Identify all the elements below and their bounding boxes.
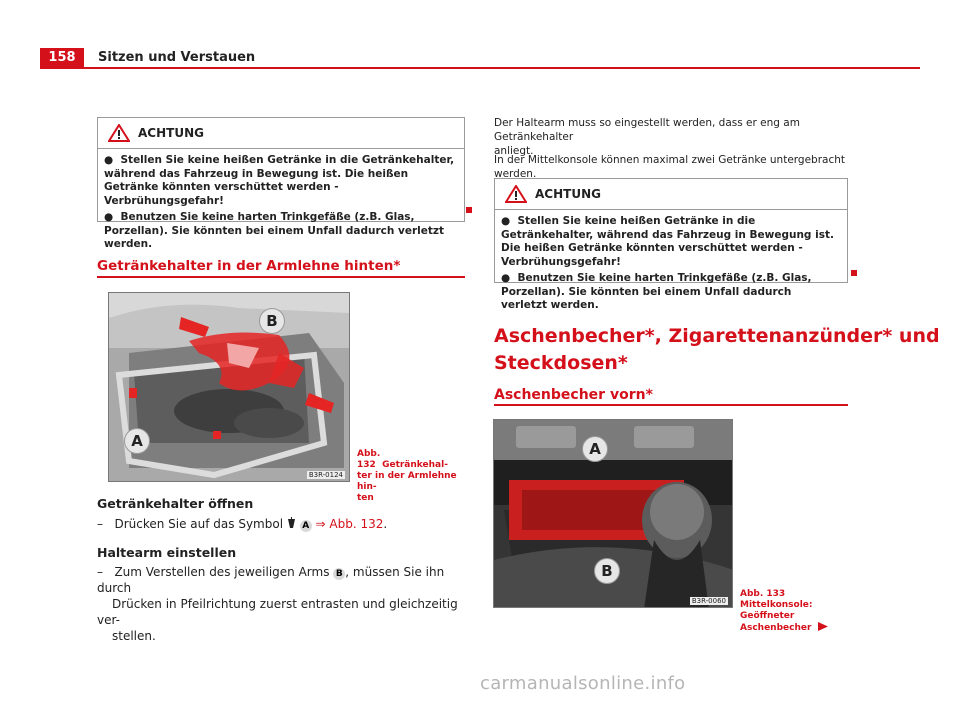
paragraph-mittelkonsole: In der Mittelkonsole können maximal zwei Getränke untergebracht werden. [494, 154, 845, 180]
open-heading: Getränkehalter öffnen [97, 496, 254, 511]
warning-triangle-icon [505, 185, 527, 203]
end-square-icon [851, 270, 857, 276]
open-step: – Drücken Sie auf das Symbol A ⇒ Abb. 132. [97, 517, 388, 531]
adjust-heading: Haltearm einstellen [97, 545, 237, 560]
figure-label-a: A [582, 436, 608, 462]
paragraph-haltearm: Der Haltearm muss so eingestellt werden, dass er eng am Getränkehalter anliegt. [494, 117, 800, 157]
footer-watermark: carmanualsonline.info [480, 673, 686, 694]
warning-item: ● Stellen Sie keine heißen Getränke in die Getränkehalter, während das Fahrzeug in Bewegung ist. Die heißen Getränke könnten verschüttet werden - Verbrühungsgefahr! [501, 215, 834, 268]
figure-label-b: B [259, 308, 285, 334]
warning-body [495, 210, 847, 320]
header-rule [40, 67, 920, 69]
figure-label-a: A [124, 428, 150, 454]
subsection-title: Aschenbecher vorn* [494, 387, 653, 403]
figure-132-image [108, 292, 350, 482]
figure-133-image [493, 419, 733, 608]
armrest-cupholder-illustration [109, 293, 350, 482]
warning-header [98, 118, 464, 148]
ref-badge-b: B [333, 568, 345, 580]
chapter-title: Sitzen und Verstauen [98, 50, 256, 65]
section-rule [97, 276, 465, 278]
adjust-step: – Zum Verstellen des jeweiligen Arms B , müssen Sie ihn durch Drücken in Pfeilrichtung zuerst entrasten und gleichzeitig ver- stellen. [97, 565, 458, 643]
warning-triangle-icon [108, 124, 130, 142]
warning-box-right [494, 178, 848, 311]
end-square-icon [466, 207, 472, 213]
warning-label: ACHTUNG [535, 187, 601, 201]
subsection-rule [494, 404, 848, 406]
warning-label: ACHTUNG [138, 126, 204, 140]
figure-133-caption: Abb. 133 Mittelkonsole: Geöffneter Aschenbecher [740, 589, 860, 634]
warning-box-left [97, 117, 465, 250]
cup-symbol-icon [287, 517, 296, 529]
warning-item: ● Benutzen Sie keine harten Trinkgefäße (z.B. Glas, Porzellan). Sie könnten bei einem Unfall dadurch verletzt werden. [104, 211, 445, 250]
figure-code: B3R-0060 [691, 597, 726, 605]
figure-code: B3R-0124 [308, 471, 343, 479]
figure-xref[interactable]: ⇒ Abb. 132 [315, 517, 384, 531]
warning-item: ● Stellen Sie keine heißen Getränke in die Getränkehalter, während das Fahrzeug in Bewegung ist. Die heißen Getränke könnten verschüttet werden - Verbrühungsgefahr! [104, 154, 455, 207]
warning-body [98, 149, 464, 259]
figure-label-b: B [594, 558, 620, 584]
warning-item: ● Benutzen Sie keine harten Trinkgefäße (z.B. Glas, Porzellan). Sie könnten bei einem Unfall dadurch verletzt werden. [501, 272, 812, 311]
figure-132-caption: Abb. 132 Getränkehal- ter in der Armlehne hin- ten [357, 449, 457, 503]
continue-arrow-icon [818, 622, 828, 631]
ref-badge-a: A [300, 520, 312, 532]
section-title: Getränkehalter in der Armlehne hinten* [97, 258, 401, 274]
warning-header [495, 179, 847, 209]
section-title-large: Aschenbecher*, Zigarettenanzünder* und Steckdosen* [494, 325, 940, 374]
page-number: 158 [40, 48, 84, 68]
